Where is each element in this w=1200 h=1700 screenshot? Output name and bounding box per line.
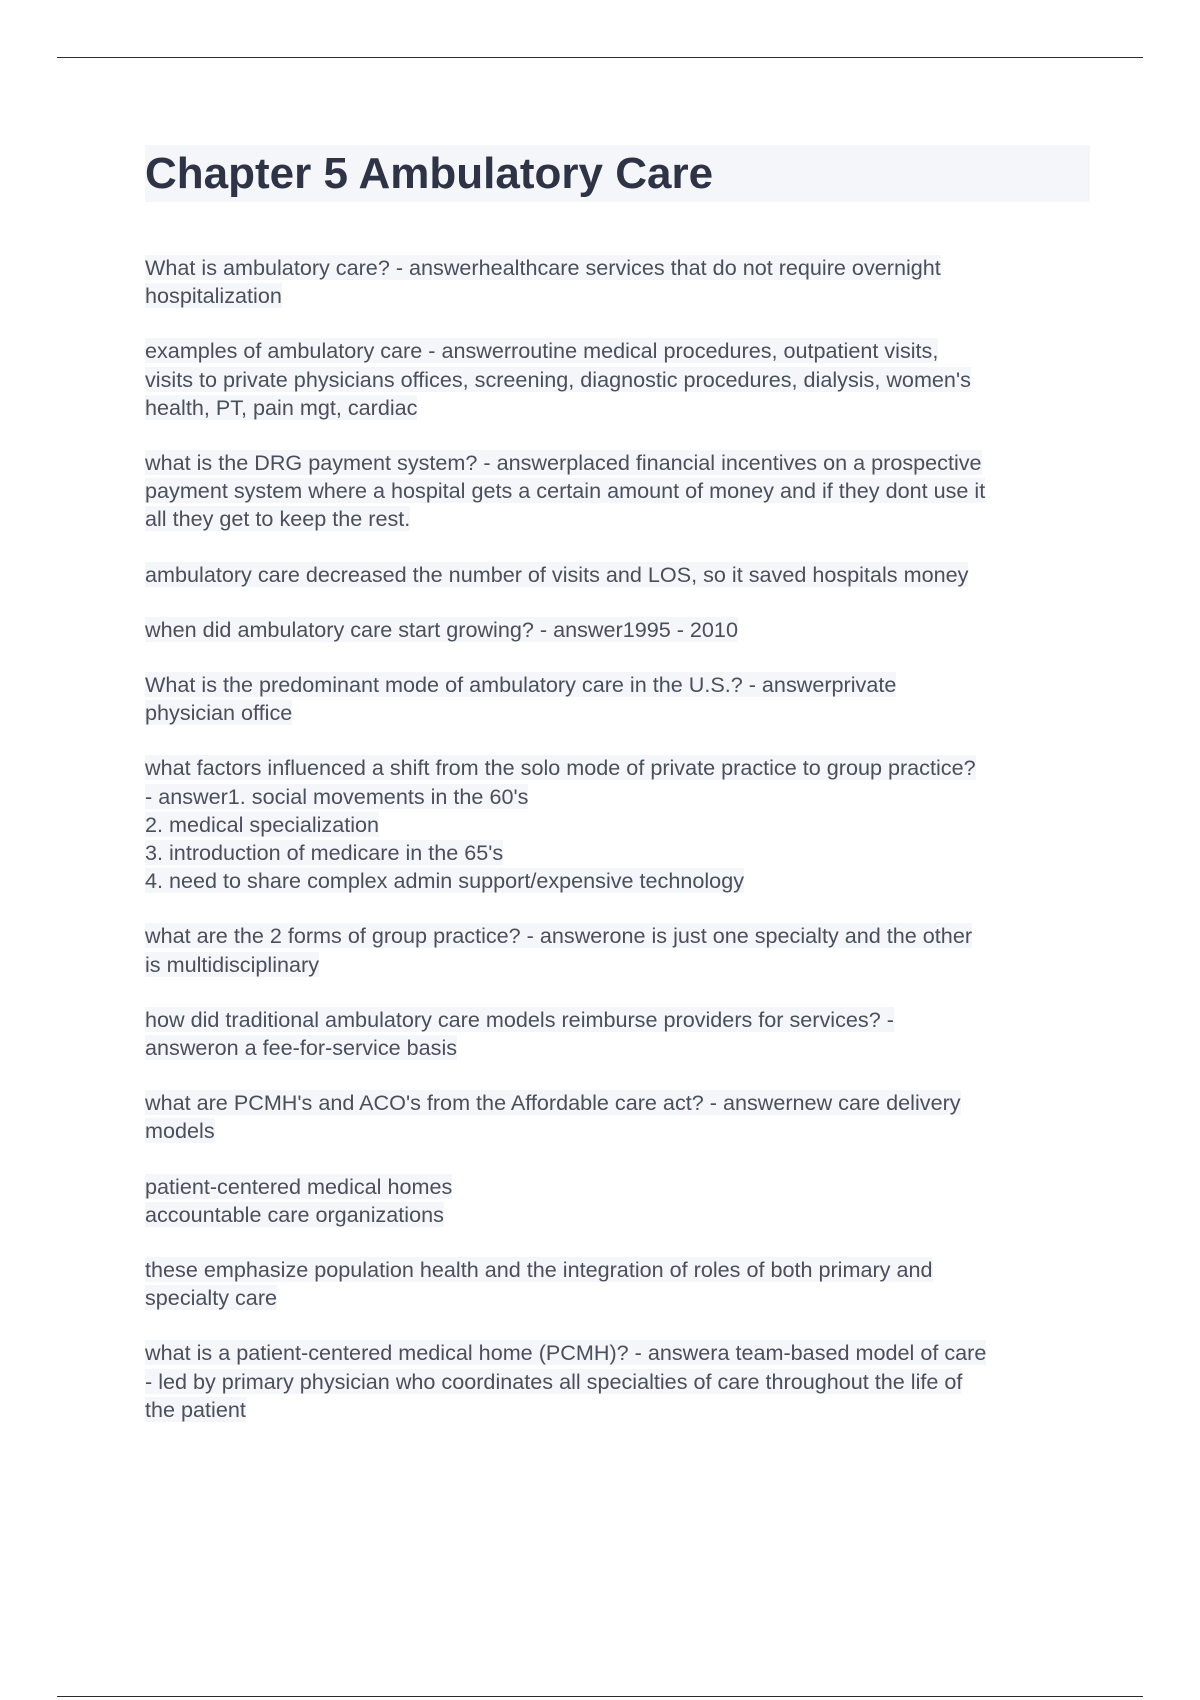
entry-list [145,254,1090,1424]
entry-text: what are PCMH's and ACO's from the Affordable care act? - answernew care delivery models [145,1090,961,1144]
entry-text: What is ambulatory care? - answerhealthcare services that do not require overnight hospitalization [145,255,941,309]
list-item [145,1089,1090,1145]
entry-text: these emphasize population health and the integration of roles of both primary and specialty care [145,1257,933,1311]
list-item [145,1339,1090,1424]
page-title: Chapter 5 Ambulatory Care [145,145,1090,202]
list-item [145,1006,1090,1062]
bottom-rule [57,1696,1143,1697]
list-item [145,1256,1090,1312]
list-item [145,616,1090,644]
entry-text: what is the DRG payment system? - answerplaced financial incentives on a prospective payment system where a hospital gets a certain amount of money and if they dont use it all they get to keep the rest. [145,450,986,532]
entry-text: how did traditional ambulatory care models reimburse providers for services? - answeron a fee-for-service basis [145,1006,894,1061]
entry-text: what factors influenced a shift from the solo mode of private practice to group practice? - answer1. social movements in the 60's 2. medical specialization 3. introduction of medicare in the 65's 4. need to share complex admin support/expensive technology [145,755,976,894]
entry-text: ambulatory care decreased the number of visits and LOS, so it saved hospitals money [145,561,969,587]
list-item [145,449,1090,534]
top-rule [57,57,1143,58]
list-item [145,671,1090,727]
entry-text: when did ambulatory care start growing? - answer1995 - 2010 [145,616,738,642]
document-body [145,145,1090,1451]
entry-text: What is the predominant mode of ambulatory care in the U.S.? - answerprivate physician office [145,672,897,726]
list-item [145,561,1090,589]
list-item [145,922,1090,978]
list-item [145,754,1090,895]
list-item [145,1173,1090,1229]
entry-text: what are the 2 forms of group practice? - answerone is just one specialty and the other is multidisciplinary [145,923,973,977]
list-item [145,254,1090,310]
entry-text: patient-centered medical homes accountable care organizations [145,1173,453,1227]
entry-text: what is a patient-centered medical home (PCMH)? - answera team-based model of care - led by primary physician who coordinates all specialties of care throughout the life of the patient [145,1340,987,1422]
list-item [145,337,1090,422]
entry-text: examples of ambulatory care - answerroutine medical procedures, outpatient visits, visits to private physicians offices, screening, diagnostic procedures, dialysis, women's health, PT, pain mgt, cardiac [145,338,971,420]
